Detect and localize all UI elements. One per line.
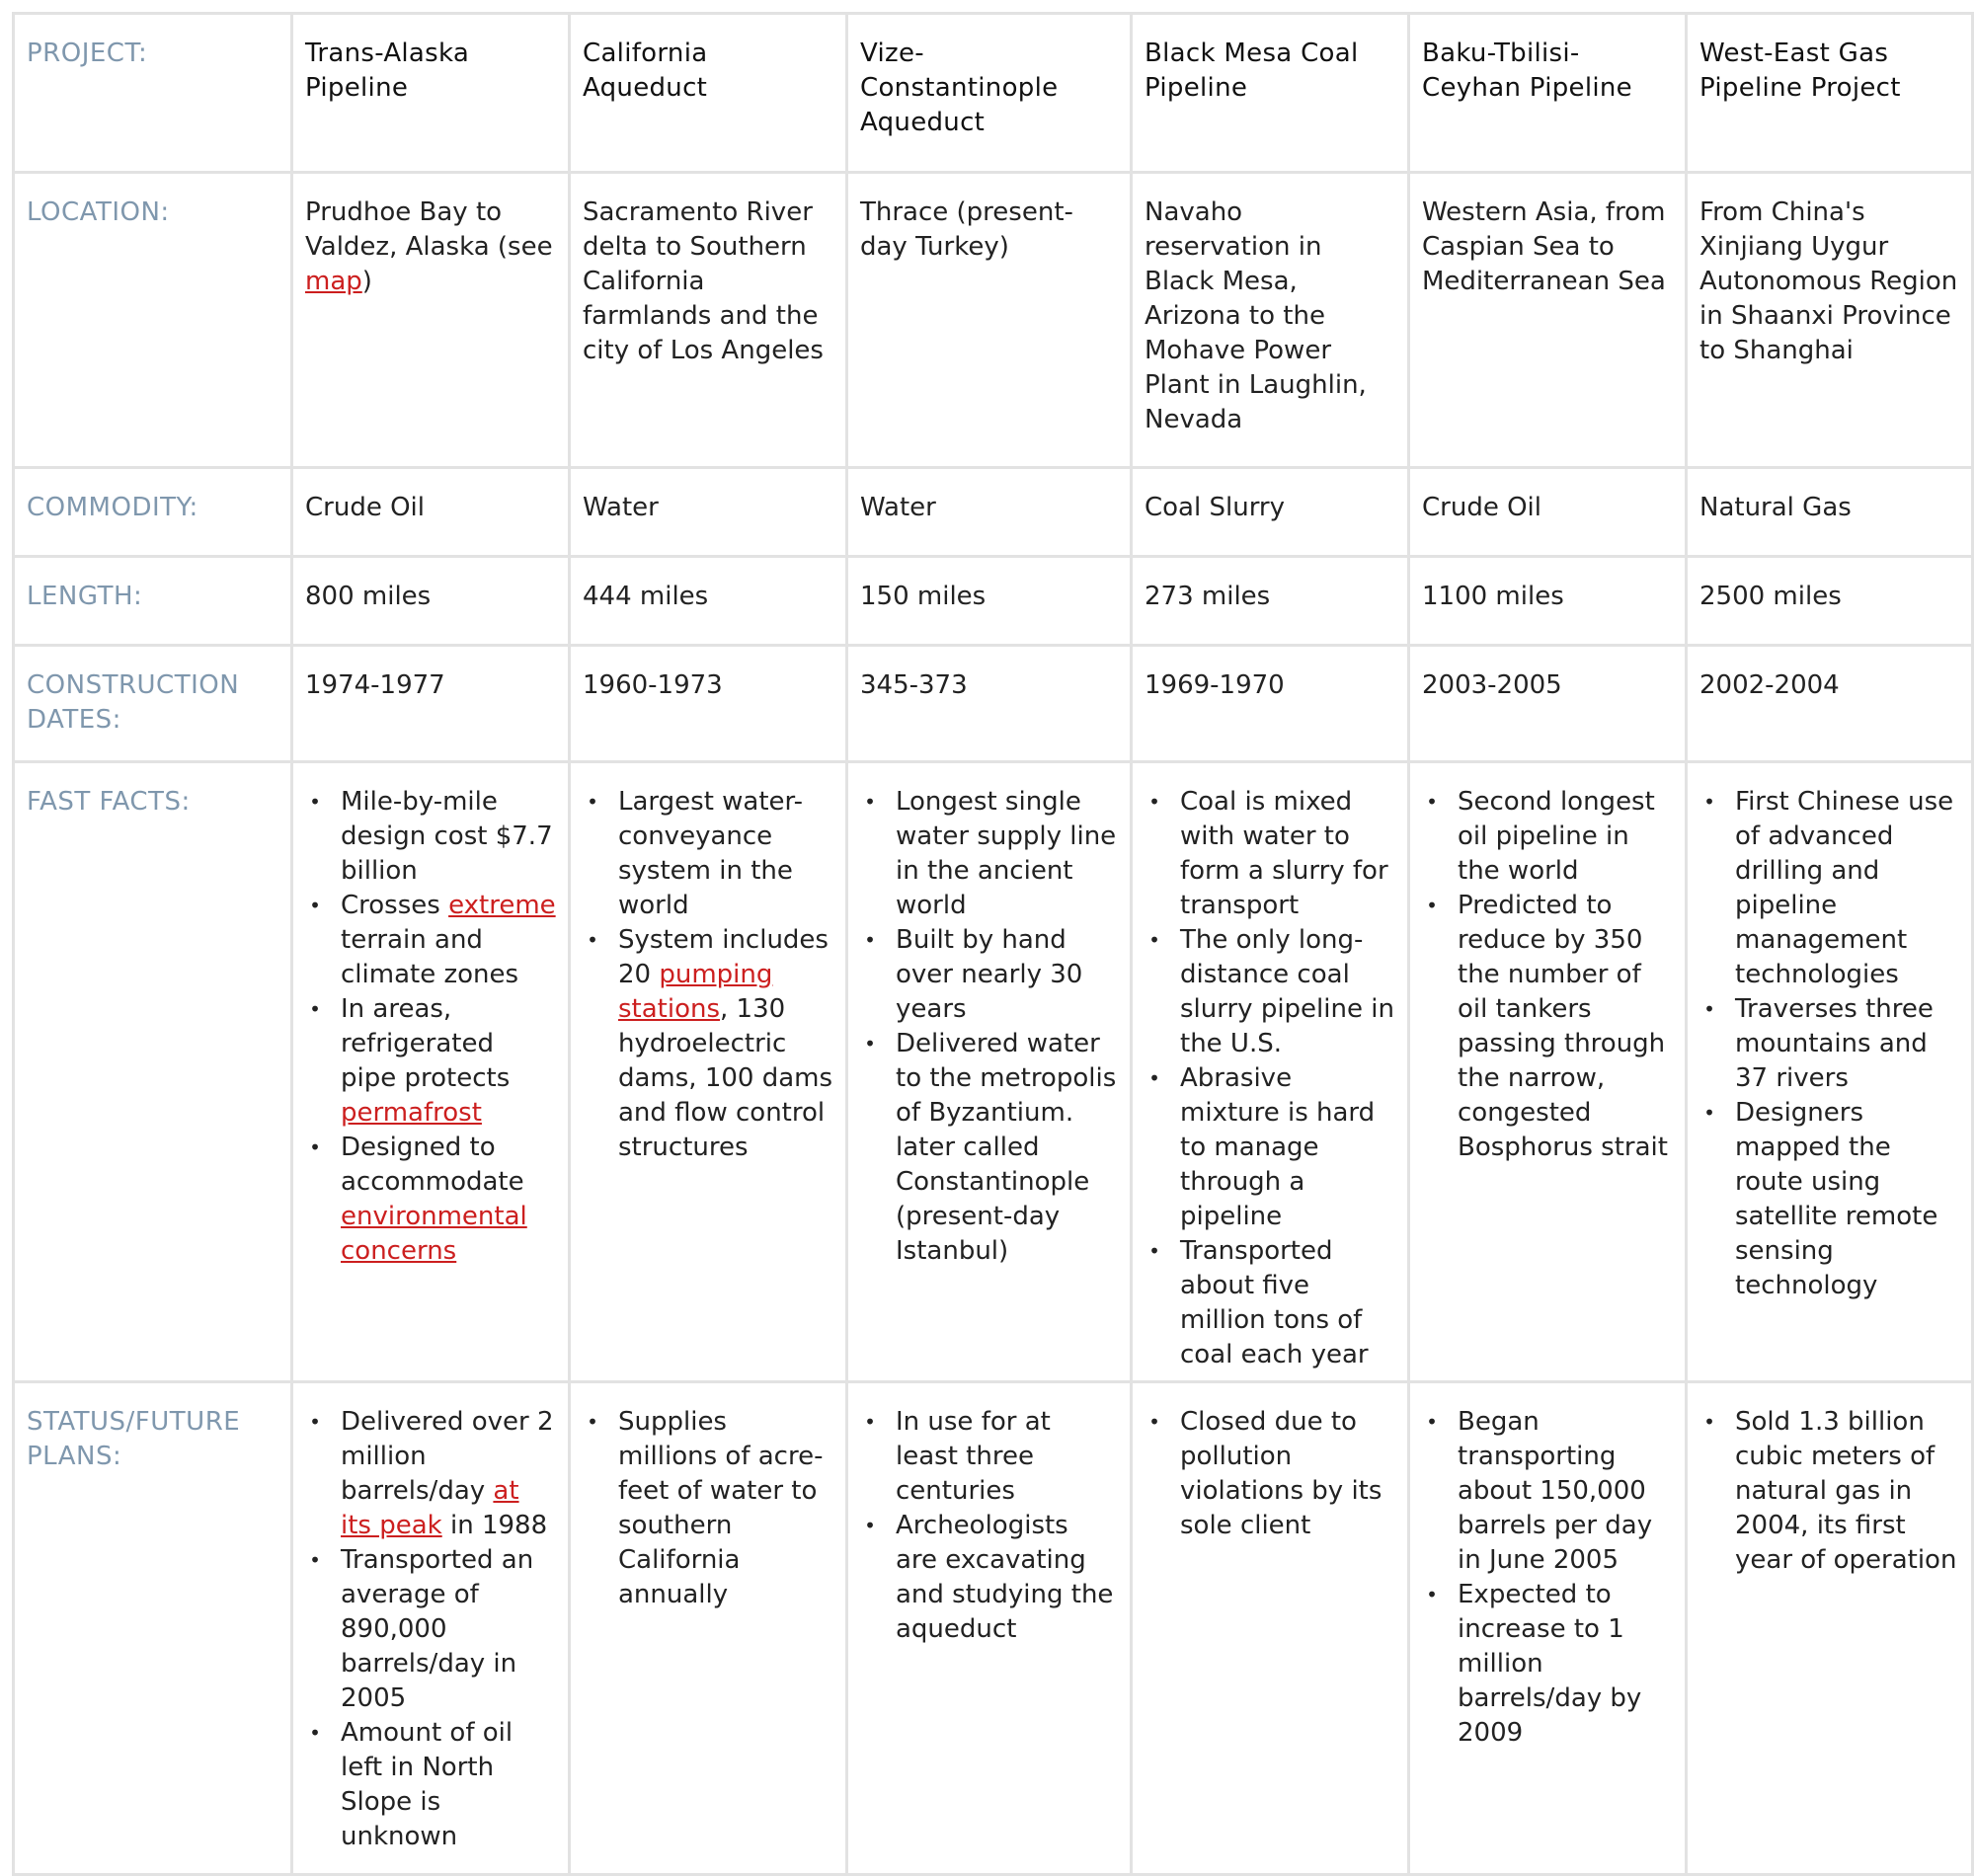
project-name: Trans-Alaska Pipeline <box>292 14 570 173</box>
bullet-icon: • <box>309 1721 321 1745</box>
status-list <box>1422 1405 1673 1751</box>
list-item <box>864 1027 1118 1269</box>
row-label-length: LENGTH: <box>14 557 292 646</box>
length-cell: 444 miles <box>570 557 847 646</box>
dates-cell: 1969-1970 <box>1132 646 1409 762</box>
dates-cell: 345-373 <box>847 646 1132 762</box>
list-item <box>1426 785 1673 889</box>
facts-cell <box>847 762 1132 1382</box>
project-name: Black Mesa Coal Pipeline <box>1132 14 1409 173</box>
bullet-icon: • <box>864 1410 876 1434</box>
location-cell: Thrace (present-day Turkey) <box>847 173 1132 468</box>
commodity-cell: Crude Oil <box>1409 468 1687 557</box>
list-item <box>1426 1578 1673 1751</box>
bullet-icon: • <box>864 790 876 814</box>
row-commodity <box>14 468 1973 557</box>
row-label-location: LOCATION: <box>14 173 292 468</box>
bullet-icon: • <box>587 790 598 814</box>
facts-cell <box>292 762 570 1382</box>
extreme-link[interactable]: extreme <box>448 891 556 920</box>
fact-text: System includes 20 <box>618 925 829 989</box>
facts-list <box>583 785 833 1165</box>
bullet-icon: • <box>309 1135 321 1159</box>
status-text: Delivered over 2 million barrels/day <box>341 1407 554 1506</box>
length-cell: 2500 miles <box>1687 557 1973 646</box>
bullet-icon: • <box>309 1548 321 1572</box>
row-fast-facts <box>14 762 1973 1382</box>
status-text: Supplies millions of acre-feet of water to southern California annually <box>618 1407 824 1609</box>
status-text: Closed due to pollution violations by its sole client <box>1180 1407 1382 1540</box>
status-text: Expected to increase to 1 million barrels/day by 2009 <box>1458 1580 1642 1748</box>
comparison-table-wrapper <box>12 12 1971 1876</box>
status-list <box>305 1405 556 1854</box>
status-text: Transported an average of 890,000 barrels/day in 2005 <box>341 1545 534 1713</box>
bullet-icon: • <box>1426 1410 1438 1434</box>
row-label-status: STATUS/FUTURE PLANS: <box>14 1382 292 1875</box>
facts-list <box>1145 785 1395 1372</box>
map-link[interactable]: map <box>305 267 362 296</box>
fact-text: Delivered water to the metropolis of Byzantium. later called Constantinople (present-day Istanbul) <box>896 1029 1117 1266</box>
status-list <box>860 1405 1118 1647</box>
dates-cell: 2002-2004 <box>1687 646 1973 762</box>
facts-list <box>1422 785 1673 1165</box>
list-item <box>1148 1405 1395 1543</box>
facts-cell <box>570 762 847 1382</box>
bullet-icon: • <box>1148 1239 1160 1263</box>
bullet-icon: • <box>1148 1410 1160 1434</box>
status-text: Amount of oil left in North Slope is unknown <box>341 1718 514 1851</box>
commodity-cell: Water <box>570 468 847 557</box>
list-item <box>1703 992 1959 1096</box>
row-length <box>14 557 1973 646</box>
location-cell: Sacramento River delta to Southern California farmlands and the city of Los Angeles <box>570 173 847 468</box>
list-item <box>1703 785 1959 992</box>
status-cell <box>292 1382 570 1875</box>
status-text: in 1988 <box>441 1511 548 1540</box>
fact-text: Designed to accommodate <box>341 1133 524 1197</box>
fact-text: Abrasive mixture is hard to manage through a pipeline <box>1180 1063 1376 1231</box>
fact-text: Crosses <box>341 891 449 920</box>
commodity-cell: Natural Gas <box>1687 468 1973 557</box>
fact-text: Predicted to reduce by 350 the number of oil tankers passing through the narrow, congested Bosphorus strait <box>1458 891 1668 1162</box>
bullet-icon: • <box>1703 997 1715 1021</box>
dates-cell: 2003-2005 <box>1409 646 1687 762</box>
location-cell: From China's Xinjiang Uygur Autonomous Region in Shaanxi Province to Shanghai <box>1687 173 1973 468</box>
length-cell: 273 miles <box>1132 557 1409 646</box>
status-cell <box>570 1382 847 1875</box>
location-cell <box>292 173 570 468</box>
fact-text: In areas, refrigerated pipe protects <box>341 994 511 1093</box>
bullet-icon: • <box>309 997 321 1021</box>
list-item <box>1148 785 1395 923</box>
list-item <box>309 1131 556 1269</box>
dates-cell: 1974-1977 <box>292 646 570 762</box>
project-name: Vize-Constantinople Aqueduct <box>847 14 1132 173</box>
location-cell: Western Asia, from Caspian Sea to Mediterranean Sea <box>1409 173 1687 468</box>
facts-cell <box>1409 762 1687 1382</box>
fact-text: Coal is mixed with water to form a slurry for transport <box>1180 787 1388 920</box>
at-its-peak-link[interactable]: at its peak <box>341 1476 519 1540</box>
row-project <box>14 14 1973 173</box>
status-list <box>1699 1405 1959 1578</box>
status-text: In use for at least three centuries <box>896 1407 1051 1506</box>
commodity-cell: Water <box>847 468 1132 557</box>
list-item <box>1426 889 1673 1165</box>
location-cell: Navaho reservation in Black Mesa, Arizona to the Mohave Power Plant in Laughlin, Nevada <box>1132 173 1409 468</box>
status-cell <box>1687 1382 1973 1875</box>
facts-cell <box>1687 762 1973 1382</box>
list-item <box>1426 1405 1673 1578</box>
fact-text: Designers mapped the route using satellite remote sensing technology <box>1735 1098 1938 1300</box>
facts-list <box>1699 785 1959 1303</box>
bullet-icon: • <box>864 1032 876 1055</box>
bullet-icon: • <box>309 894 321 917</box>
list-item <box>864 785 1118 923</box>
row-label-fast-facts: FAST FACTS: <box>14 762 292 1382</box>
list-item <box>587 923 833 1165</box>
fact-text: Traverses three mountains and 37 rivers <box>1735 994 1934 1093</box>
bullet-icon: • <box>864 1514 876 1537</box>
bullet-icon: • <box>587 928 598 952</box>
fact-text: , 130 hydroelectric dams, 100 dams and flow control structures <box>618 994 833 1162</box>
fact-text: Longest single water supply line in the ancient world <box>896 787 1117 920</box>
commodity-cell: Crude Oil <box>292 468 570 557</box>
fact-text: Largest water-conveyance system in the world <box>618 787 803 920</box>
fact-text: First Chinese use of advanced drilling and pipeline management technologies <box>1735 787 1954 989</box>
row-location <box>14 173 1973 468</box>
bullet-icon: • <box>1703 790 1715 814</box>
list-item <box>1703 1096 1959 1303</box>
status-cell <box>847 1382 1132 1875</box>
row-label-project: PROJECT: <box>14 14 292 173</box>
length-cell: 150 miles <box>847 557 1132 646</box>
list-item <box>309 785 556 889</box>
row-label-commodity: COMMODITY: <box>14 468 292 557</box>
status-list <box>583 1405 833 1612</box>
list-item <box>309 1405 556 1543</box>
list-item <box>309 889 556 992</box>
list-item <box>1148 923 1395 1061</box>
status-list <box>1145 1405 1395 1543</box>
list-item <box>587 785 833 923</box>
bullet-icon: • <box>1426 790 1438 814</box>
status-text: Sold 1.3 billion cubic meters of natural gas in 2004, its first year of operation <box>1735 1407 1957 1575</box>
fact-text: Built by hand over nearly 30 years <box>896 925 1083 1024</box>
bullet-icon: • <box>587 1410 598 1434</box>
list-item <box>1148 1234 1395 1372</box>
pipeline-comparison-table <box>12 12 1974 1876</box>
dates-cell: 1960-1973 <box>570 646 847 762</box>
location-text: ) <box>361 267 372 296</box>
list-item <box>864 1509 1118 1647</box>
bullet-icon: • <box>1703 1410 1715 1434</box>
fact-text: Mile-by-mile design cost $7.7 billion <box>341 787 553 886</box>
commodity-cell: Coal Slurry <box>1132 468 1409 557</box>
row-construction-dates <box>14 646 1973 762</box>
location-text: Prudhoe Bay to Valdez, Alaska (see <box>305 197 553 262</box>
fact-text: Transported about five million tons of coal each year <box>1180 1236 1369 1369</box>
bullet-icon: • <box>1148 790 1160 814</box>
permafrost-link[interactable]: permafrost <box>341 1098 482 1128</box>
project-name: West-East Gas Pipeline Project <box>1687 14 1973 173</box>
list-item <box>1703 1405 1959 1578</box>
fact-text: The only long-distance coal slurry pipeline in the U.S. <box>1180 925 1394 1058</box>
facts-list <box>860 785 1118 1269</box>
status-text: Archeologists are excavating and studying the aqueduct <box>896 1511 1114 1644</box>
row-label-construction-dates: CONSTRUCTION DATES: <box>14 646 292 762</box>
list-item <box>309 1543 556 1716</box>
list-item <box>864 923 1118 1027</box>
list-item <box>864 1405 1118 1509</box>
project-name: Baku-Tbilisi-Ceyhan Pipeline <box>1409 14 1687 173</box>
bullet-icon: • <box>864 928 876 952</box>
list-item <box>1148 1061 1395 1234</box>
status-text: Began transporting about 150,000 barrels per day in June 2005 <box>1458 1407 1653 1575</box>
fact-text: terrain and climate zones <box>341 925 519 989</box>
pumping-stations-link[interactable]: pumping stations <box>618 960 773 1024</box>
bullet-icon: • <box>1426 1583 1438 1606</box>
bullet-icon: • <box>1148 1066 1160 1090</box>
row-status-future-plans <box>14 1382 1973 1875</box>
length-cell: 1100 miles <box>1409 557 1687 646</box>
list-item <box>309 1716 556 1854</box>
length-cell: 800 miles <box>292 557 570 646</box>
bullet-icon: • <box>1148 928 1160 952</box>
facts-cell <box>1132 762 1409 1382</box>
list-item <box>587 1405 833 1612</box>
project-name: California Aqueduct <box>570 14 847 173</box>
bullet-icon: • <box>309 790 321 814</box>
status-cell <box>1132 1382 1409 1875</box>
status-cell <box>1409 1382 1687 1875</box>
list-item <box>309 992 556 1131</box>
bullet-icon: • <box>309 1410 321 1434</box>
facts-list <box>305 785 556 1269</box>
fact-text: Second longest oil pipeline in the world <box>1458 787 1655 886</box>
bullet-icon: • <box>1426 894 1438 917</box>
bullet-icon: • <box>1703 1101 1715 1125</box>
environmental-concerns-link[interactable]: environmental concerns <box>341 1202 527 1266</box>
